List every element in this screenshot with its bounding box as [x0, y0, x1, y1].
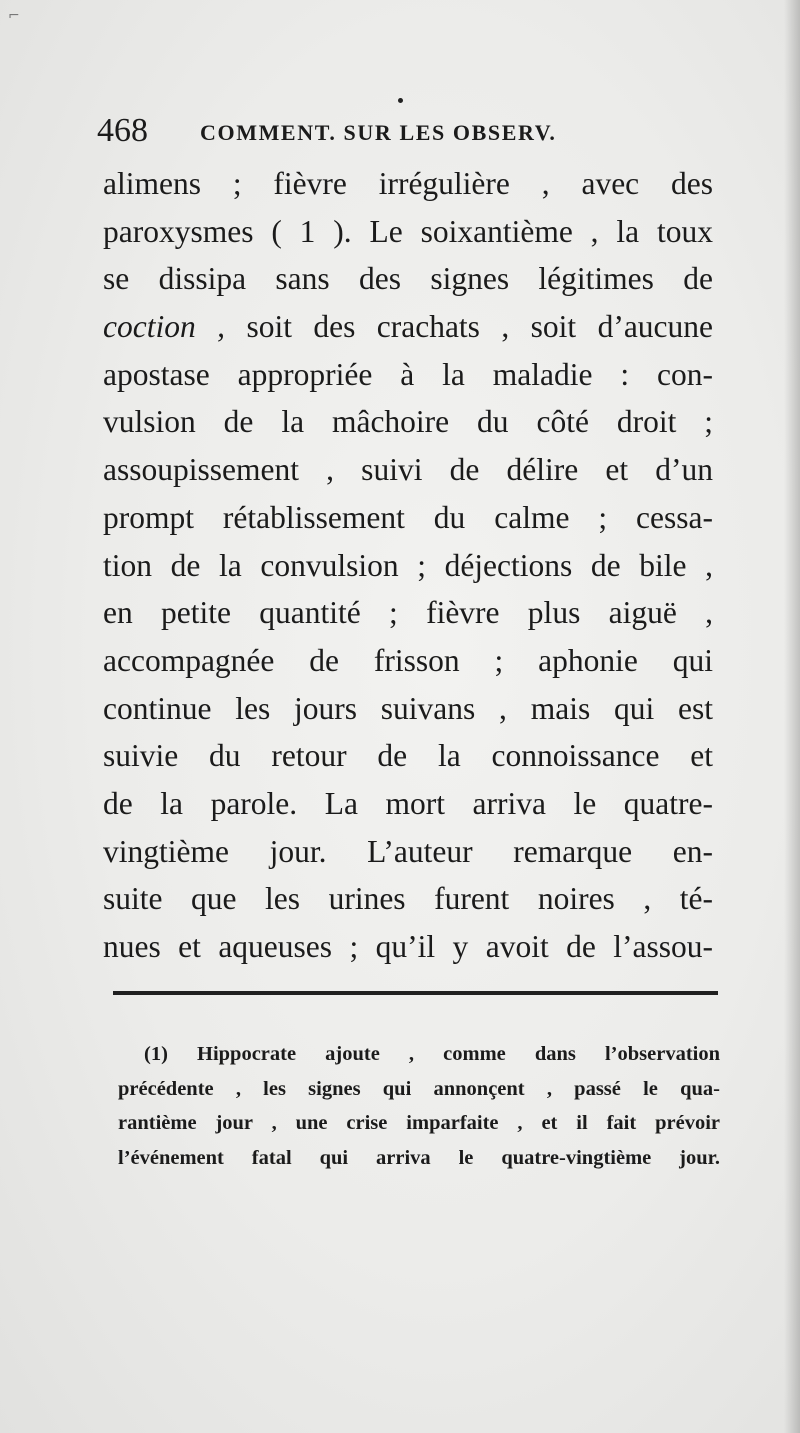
footnote-line: (1) Hippocrate ajoute , comme dans l’observation — [144, 1043, 720, 1065]
footnote-line: l’événement fatal qui arriva le quatre-vingtième jour. — [118, 1146, 720, 1169]
ink-speck — [398, 98, 403, 103]
text-line-rest: soit des crachats , soit d’aucune — [246, 309, 714, 345]
text-line: assoupissement , suivi de délire et d’un — [103, 452, 713, 488]
page-header — [97, 111, 717, 155]
text-line: accompagnée de frisson ; aphonie qui — [103, 642, 713, 678]
footnote — [118, 1037, 720, 1175]
italic-term: coction , — [103, 309, 226, 345]
text-line: vulsion de la mâchoire du côté droit ; — [103, 404, 713, 440]
page-edge-shadow — [784, 0, 800, 1433]
text-line: prompt rétablissement du calme ; cessa- — [103, 499, 713, 535]
footnote-line: précédente , les signes qui annonçent , passé le qua- — [118, 1077, 720, 1100]
text-line: vingtième jour. L’auteur remarque en- — [103, 833, 713, 869]
text-line — [103, 303, 713, 351]
page-number: 468 — [97, 112, 148, 149]
text-line: de la parole. La mort arriva le quatre- — [103, 785, 713, 821]
text-line: en petite quantité ; fièvre plus aiguë , — [103, 595, 713, 631]
corner-mark: ⌐ — [8, 8, 20, 24]
text-line: apostase appropriée à la maladie : con- — [103, 356, 713, 392]
text-line: paroxysmes ( 1 ). Le soixantième , la toux — [103, 213, 713, 249]
text-line: suivie du retour de la connoissance et — [103, 738, 713, 774]
running-head: COMMENT. SUR LES OBSERV. — [200, 120, 557, 145]
body-text — [103, 160, 713, 971]
text-line: tion de la convulsion ; déjections de bile , — [103, 547, 713, 583]
text-line: nues et aqueuses ; qu’il y avoit de l’assou- — [103, 929, 713, 964]
footnote-line: rantième jour , une crise imparfaite , et il fait prévoir — [118, 1112, 720, 1134]
text-line: suite que les urines furent noires , té- — [103, 881, 713, 917]
footnote-rule — [113, 991, 718, 995]
text-line: continue les jours suivans , mais qui est — [103, 690, 713, 726]
text-line: se dissipa sans des signes légitimes de — [103, 261, 713, 297]
text-line: alimens ; fièvre irrégulière , avec des — [103, 166, 713, 201]
